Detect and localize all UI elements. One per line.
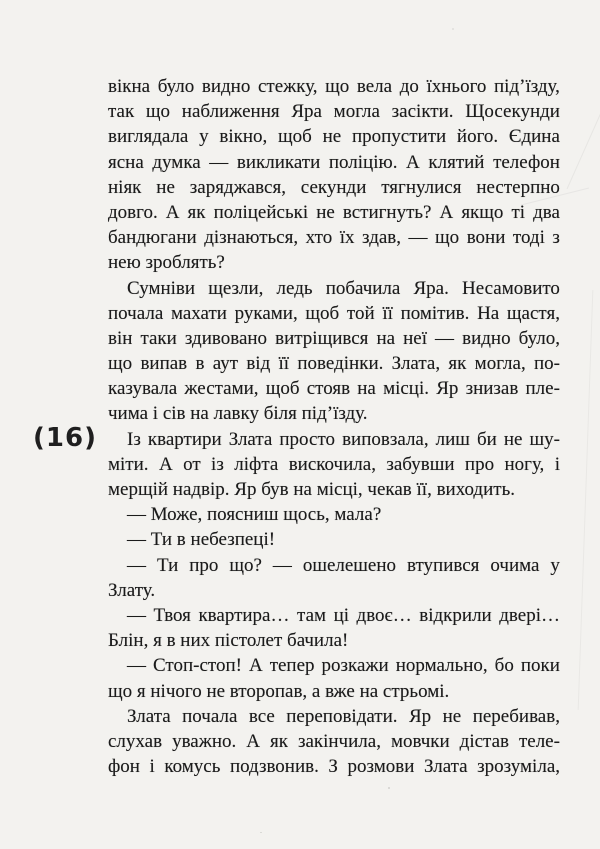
text-line: Злата почала все переповідати. Яр не перебивав, <box>127 705 560 727</box>
text-line: міти. А от із ліфта вискочила, забувши про ногу, і <box>108 453 560 475</box>
text-line: вікна було видно стежку, що вела до їхнього під’їзду, <box>108 76 560 97</box>
text-line: Із квартири Злата просто виповзала, лиш би не шу- <box>127 428 560 450</box>
paper-speck <box>260 832 262 833</box>
paper-crease <box>567 61 600 189</box>
text-line: довго. А як поліцейські не встигнуть? А якщо ті два <box>108 201 560 223</box>
text-line: Сумніви щезли, ледь побачила Яра. Несамовито <box>127 277 560 299</box>
text-line: так що наближення Яра могла засікти. Щосекунди <box>108 101 560 123</box>
text-line: чима і сів на лавку біля під’їзду. <box>108 403 368 425</box>
text-line: виглядала у вікно, щоб не пропустити його. Єдина <box>108 126 560 148</box>
text-line: ніяк не заряджався, секунди тягнулися нестерпно <box>108 176 560 198</box>
paper-crease <box>578 290 594 710</box>
paper-speck <box>452 28 454 30</box>
text-line: що я нічого не второпав, а вже на стрьомі. <box>108 680 450 702</box>
text-line: — Ти в небезпеці! <box>127 529 276 551</box>
text-line: — Твоя квартира… там ці двоє… відкрили двері… <box>127 604 560 626</box>
body-text <box>108 74 560 779</box>
paper-speck <box>388 787 390 789</box>
text-line: фон і комусь подзвонив. З розмови Злата зрозуміла, <box>108 756 560 778</box>
text-line: нею зроблять? <box>108 252 225 274</box>
text-line: почала махати руками, щоб той її помітив. На щастя, <box>108 302 560 324</box>
text-line: що випав в аут від її поведінки. Злата, як могла, по- <box>108 353 560 375</box>
text-line: бандюгани дізнаються, хто їх здав, — що вони тоді з <box>108 227 560 249</box>
text-line: мерщій надвір. Яр був на місці, чекав її, виходить. <box>108 479 515 500</box>
text-line: Злату. <box>108 579 156 601</box>
text-line: він таки здивовано витріщився на неї — видно було, <box>108 327 560 349</box>
text-line: казувала жестами, щоб стояв на місці. Яр знизав пле- <box>108 378 560 400</box>
text-line: — Стоп-стоп! А тепер розкажи нормально, бо поки <box>127 655 560 677</box>
page-number: (16) <box>33 423 97 453</box>
text-line: ясна думка — викликати поліцію. А клятий телефон <box>108 151 560 173</box>
text-line: — Може, поясниш щось, мала? <box>127 504 382 526</box>
text-line: — Ти про що? — ошелешено втупився очима у <box>127 554 560 576</box>
text-line: слухав уважно. А як закінчила, мовчки дістав теле- <box>108 730 560 752</box>
text-line: Блін, я в них пістолет бачила! <box>108 630 349 652</box>
